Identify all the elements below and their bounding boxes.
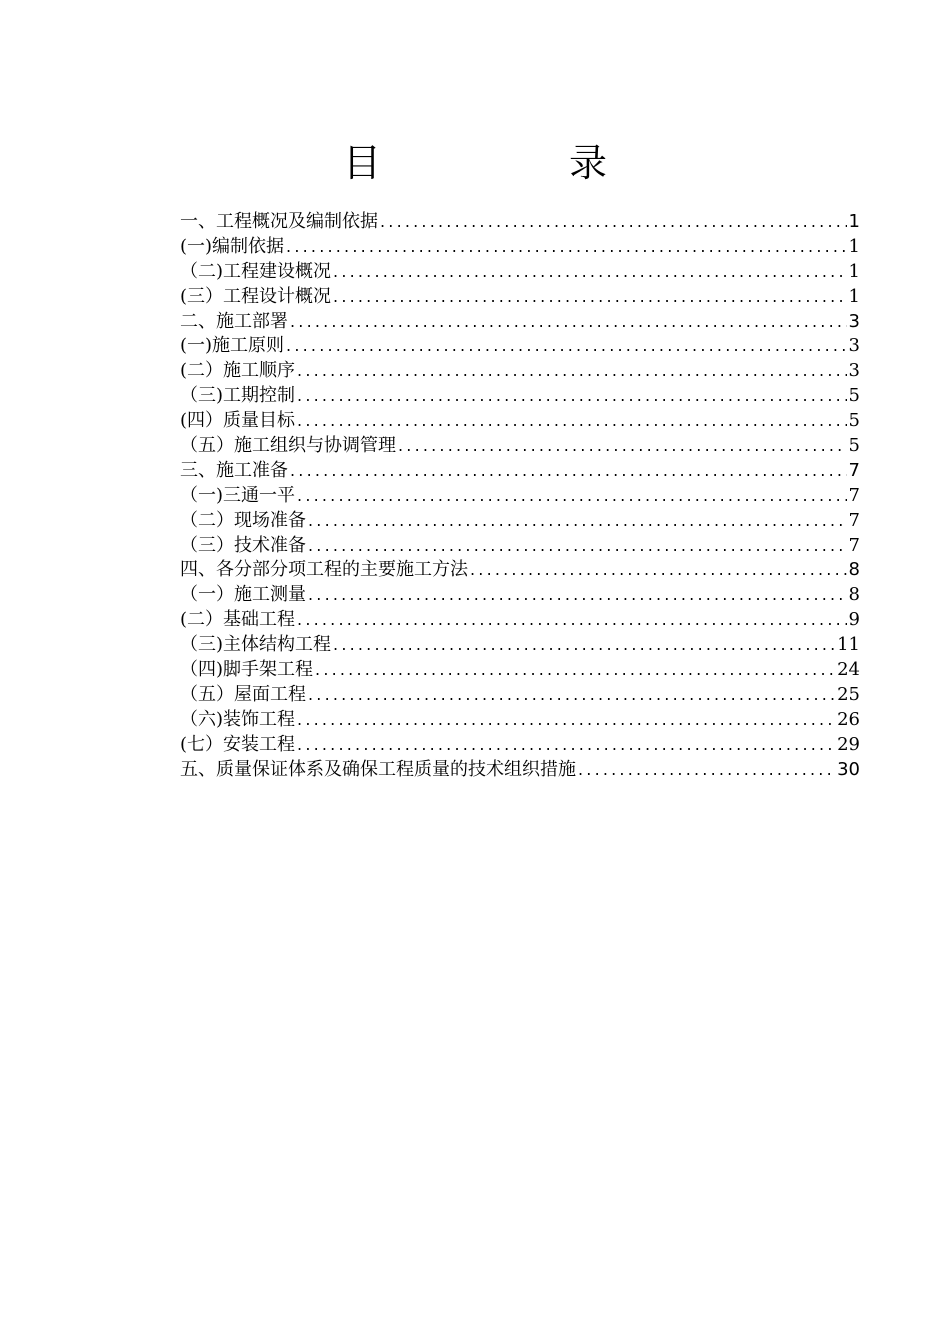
toc-dot-leader [333, 260, 847, 285]
toc-entry-label: 二、施工部署 [180, 310, 288, 332]
toc-page-number: 7 [848, 534, 860, 556]
toc-section-entry[interactable] [180, 484, 860, 509]
toc-page-number: 25 [837, 683, 860, 705]
toc-section-entry[interactable] [180, 658, 860, 683]
toc-dot-leader [297, 708, 835, 733]
toc-section-entry[interactable] [180, 683, 860, 708]
toc-dot-leader [290, 310, 847, 335]
toc-section-entry[interactable] [180, 334, 860, 359]
toc-section-entry[interactable] [180, 733, 860, 758]
toc-entry-label: (一)编制依据 [180, 235, 285, 257]
toc-dot-leader [308, 509, 847, 534]
toc-page-number: 7 [848, 459, 860, 481]
page-title: 目 录 [342, 141, 696, 185]
toc-section-entry[interactable] [180, 359, 860, 384]
toc-dot-leader [398, 434, 847, 459]
toc-section-entry[interactable] [180, 534, 860, 559]
toc-entry-label: 五、质量保证体系及确保工程质量的技术组织措施 [180, 758, 576, 780]
toc-page-number: 5 [848, 435, 860, 457]
toc-entry-label: （三)主体结构工程 [180, 634, 332, 656]
toc-page-number: 8 [848, 559, 860, 581]
toc-section-entry[interactable] [180, 708, 860, 733]
toc-dot-leader [333, 633, 835, 658]
toc-dot-leader [308, 534, 847, 559]
toc-page-number: 3 [848, 335, 860, 357]
toc-entry-label: （六)装饰工程 [180, 708, 296, 730]
toc-page-number: 3 [848, 360, 860, 382]
toc-page-number: 9 [848, 609, 860, 631]
toc-page-number: 30 [837, 758, 860, 780]
toc-page-number: 1 [848, 260, 860, 282]
toc-section-entry[interactable] [180, 633, 860, 658]
toc-dot-leader [297, 608, 847, 633]
toc-page-number: 1 [848, 211, 860, 232]
toc-section-entry[interactable] [180, 509, 860, 534]
toc-entry-label: (一)施工原则 [180, 335, 285, 357]
toc-entry-label: （四)脚手架工程 [180, 659, 314, 681]
toc-page-number: 5 [848, 410, 860, 432]
toc-dot-leader [308, 583, 847, 608]
toc-entry-label: （三）技术准备 [180, 534, 306, 556]
toc-entry-label: （二)工程建设概况 [180, 260, 332, 282]
toc-page-number: 11 [837, 634, 860, 656]
toc-dot-leader [297, 484, 847, 509]
toc-entry-label: (四）质量目标 [180, 410, 296, 432]
toc-section-entry[interactable] [180, 608, 860, 633]
toc-section-entry[interactable] [180, 434, 860, 459]
toc-page-number: 7 [848, 509, 860, 531]
toc-page-number: 1 [848, 285, 860, 307]
toc-dot-leader [470, 558, 847, 583]
toc-dot-leader [286, 235, 847, 260]
toc-section-entry[interactable] [180, 583, 860, 608]
toc-dot-leader [578, 758, 835, 783]
toc-section-entry[interactable] [180, 235, 860, 260]
toc-dot-leader [297, 359, 847, 384]
toc-chapter-entry[interactable] [180, 558, 860, 583]
toc-page-number: 5 [848, 385, 860, 407]
toc-dot-leader [286, 334, 847, 359]
toc-entry-label: (二）施工顺序 [180, 360, 296, 382]
toc-page-number: 24 [837, 659, 860, 681]
toc-section-entry[interactable] [180, 260, 860, 285]
toc-entry-label: （一)三通一平 [180, 484, 296, 506]
toc-entry-label: 三、施工准备 [180, 459, 288, 481]
toc-page-number: 3 [848, 310, 860, 332]
toc-page-number: 29 [837, 733, 860, 755]
toc-dot-leader [315, 658, 835, 683]
toc-section-entry[interactable] [180, 384, 860, 409]
toc-page-number: 8 [848, 584, 860, 606]
toc-entry-label: (二）基础工程 [180, 609, 296, 631]
toc-chapter-entry[interactable] [180, 210, 860, 235]
table-of-contents [180, 210, 860, 782]
toc-chapter-entry[interactable] [180, 459, 860, 484]
toc-page-number: 7 [848, 484, 860, 506]
toc-dot-leader [308, 683, 835, 708]
toc-section-entry[interactable] [180, 285, 860, 310]
toc-chapter-entry[interactable] [180, 758, 860, 783]
toc-entry-label: （二）现场准备 [180, 509, 306, 531]
toc-chapter-entry[interactable] [180, 310, 860, 335]
toc-entry-label: （五）屋面工程 [180, 683, 306, 705]
toc-entry-label: （一）施工测量 [180, 584, 306, 606]
toc-section-entry[interactable] [180, 409, 860, 434]
toc-dot-leader [380, 210, 847, 235]
toc-dot-leader [333, 285, 847, 310]
toc-entry-label: （五）施工组织与协调管理 [180, 435, 396, 457]
toc-entry-label: (三）工程设计概况 [180, 285, 332, 307]
toc-dot-leader [290, 459, 847, 484]
toc-entry-label: (七）安装工程 [180, 733, 296, 755]
toc-page-number: 26 [837, 708, 860, 730]
toc-entry-label: （三)工期控制 [180, 385, 296, 407]
toc-dot-leader [297, 384, 847, 409]
toc-entry-label: 一、工程概况及编制依据 [180, 211, 378, 232]
toc-page-number: 1 [848, 235, 860, 257]
toc-dot-leader [297, 733, 835, 758]
toc-entry-label: 四、各分部分项工程的主要施工方法 [180, 559, 468, 581]
toc-dot-leader [297, 409, 847, 434]
